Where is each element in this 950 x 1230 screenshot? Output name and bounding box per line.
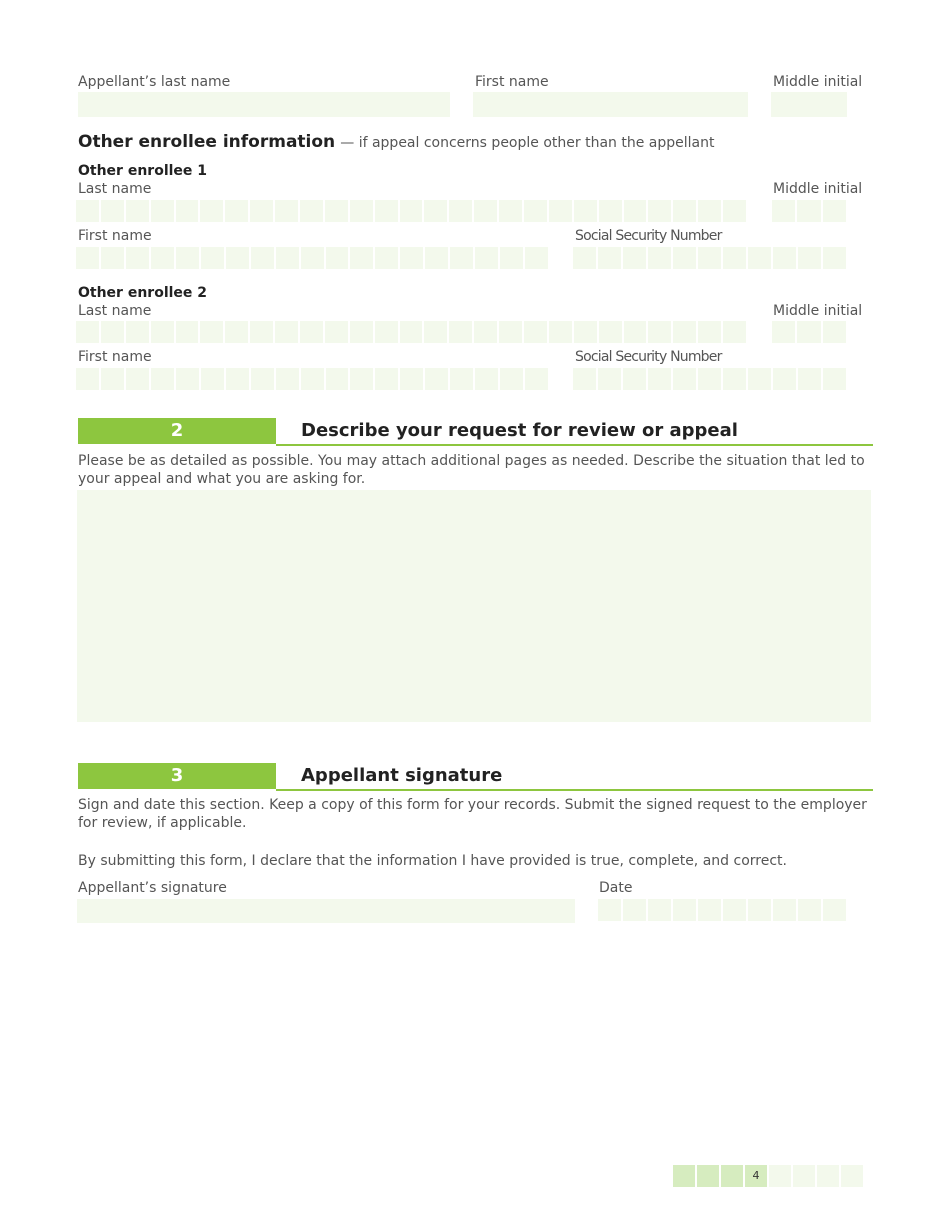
comb-cell[interactable] xyxy=(823,899,846,921)
comb-cell[interactable] xyxy=(525,247,548,269)
page-indicator-box xyxy=(721,1165,743,1187)
comb-cell[interactable] xyxy=(574,321,597,343)
comb-cell[interactable] xyxy=(773,368,796,390)
comb-cell[interactable] xyxy=(598,247,621,269)
appellant-last-name-label: Appellant’s last name xyxy=(78,74,231,90)
appeal-description-textarea[interactable] xyxy=(77,490,871,722)
comb-cell[interactable] xyxy=(500,247,523,269)
comb-cell[interactable] xyxy=(76,368,99,390)
comb-cell[interactable] xyxy=(449,321,472,343)
comb-cell[interactable] xyxy=(200,321,223,343)
section-2-title: Describe your request for review or appeal xyxy=(301,420,738,441)
comb-cell[interactable] xyxy=(425,247,448,269)
section-3-rule xyxy=(276,789,873,791)
comb-cell[interactable] xyxy=(449,200,472,222)
comb-cell[interactable] xyxy=(797,321,820,343)
page-indicator xyxy=(673,1165,863,1187)
comb-cell[interactable] xyxy=(475,247,498,269)
comb-cell[interactable] xyxy=(673,368,696,390)
page-indicator-box xyxy=(793,1165,815,1187)
comb-cell[interactable] xyxy=(375,368,398,390)
appellant-middle-initial-label: Middle initial xyxy=(773,74,863,90)
comb-cell[interactable] xyxy=(375,247,398,269)
comb-cell[interactable] xyxy=(126,247,149,269)
comb-cell[interactable] xyxy=(201,368,224,390)
comb-cell[interactable] xyxy=(624,200,647,222)
comb-cell[interactable] xyxy=(225,321,248,343)
comb-cell[interactable] xyxy=(226,368,249,390)
comb-cell[interactable] xyxy=(176,200,199,222)
comb-cell[interactable] xyxy=(350,247,373,269)
enrollee-1-last-name-label: Last name xyxy=(78,181,152,197)
enrollee-1-middle-initial-field[interactable] xyxy=(772,200,846,222)
comb-cell[interactable] xyxy=(76,321,99,343)
comb-cell[interactable] xyxy=(350,368,373,390)
comb-cell[interactable] xyxy=(772,200,795,222)
comb-cell[interactable] xyxy=(748,899,771,921)
comb-cell[interactable] xyxy=(200,200,223,222)
comb-cell[interactable] xyxy=(151,321,174,343)
comb-cell[interactable] xyxy=(648,899,671,921)
enrollee-1-last-name-field[interactable] xyxy=(76,200,746,222)
comb-cell[interactable] xyxy=(400,247,423,269)
comb-cell[interactable] xyxy=(176,247,199,269)
comb-cell[interactable] xyxy=(326,368,349,390)
comb-cell[interactable] xyxy=(598,368,621,390)
comb-cell[interactable] xyxy=(624,321,647,343)
comb-cell[interactable] xyxy=(151,247,174,269)
comb-cell[interactable] xyxy=(250,321,273,343)
enrollee-2-ssn-field[interactable] xyxy=(573,368,846,390)
comb-cell[interactable] xyxy=(648,247,671,269)
comb-cell[interactable] xyxy=(325,321,348,343)
comb-cell[interactable] xyxy=(425,368,448,390)
comb-cell[interactable] xyxy=(599,321,622,343)
comb-cell[interactable] xyxy=(275,321,298,343)
page-indicator-box xyxy=(841,1165,863,1187)
comb-cell[interactable] xyxy=(598,899,621,921)
comb-cell[interactable] xyxy=(424,321,447,343)
comb-cell[interactable] xyxy=(225,200,248,222)
date-label: Date xyxy=(599,880,633,896)
comb-cell[interactable] xyxy=(698,899,721,921)
comb-cell[interactable] xyxy=(723,368,746,390)
page-indicator-box xyxy=(817,1165,839,1187)
comb-cell[interactable] xyxy=(151,368,174,390)
comb-cell[interactable] xyxy=(573,368,596,390)
signature-label: Appellant’s signature xyxy=(78,880,227,896)
comb-cell[interactable] xyxy=(723,899,746,921)
other-enrollee-heading xyxy=(78,132,714,152)
enrollee-1-first-name-field[interactable] xyxy=(76,247,548,269)
comb-cell[interactable] xyxy=(573,247,596,269)
other-enrollee-1-title: Other enrollee 1 xyxy=(78,163,208,179)
comb-cell[interactable] xyxy=(798,368,821,390)
comb-cell[interactable] xyxy=(126,368,149,390)
comb-cell[interactable] xyxy=(698,321,721,343)
section-3-number: 3 xyxy=(78,763,276,789)
comb-cell[interactable] xyxy=(350,200,373,222)
comb-cell[interactable] xyxy=(375,200,398,222)
comb-cell[interactable] xyxy=(424,200,447,222)
page-indicator-box xyxy=(697,1165,719,1187)
comb-cell[interactable] xyxy=(326,247,349,269)
comb-cell[interactable] xyxy=(623,368,646,390)
comb-cell[interactable] xyxy=(648,368,671,390)
enrollee-2-ssn-label: Social Security Number xyxy=(575,349,722,365)
comb-cell[interactable] xyxy=(698,368,721,390)
comb-cell[interactable] xyxy=(475,368,498,390)
comb-cell[interactable] xyxy=(300,200,323,222)
comb-cell[interactable] xyxy=(76,200,99,222)
comb-cell[interactable] xyxy=(474,321,497,343)
comb-cell[interactable] xyxy=(549,321,572,343)
comb-cell[interactable] xyxy=(400,368,423,390)
comb-cell[interactable] xyxy=(823,368,846,390)
comb-cell[interactable] xyxy=(101,247,124,269)
comb-cell[interactable] xyxy=(673,899,696,921)
comb-cell[interactable] xyxy=(101,321,124,343)
appellant-middle-initial-field[interactable] xyxy=(771,92,847,117)
date-field[interactable] xyxy=(598,899,846,921)
comb-cell[interactable] xyxy=(500,368,523,390)
comb-cell[interactable] xyxy=(673,321,696,343)
comb-cell[interactable] xyxy=(773,899,796,921)
enrollee-2-first-name-field[interactable] xyxy=(76,368,548,390)
comb-cell[interactable] xyxy=(698,247,721,269)
comb-cell[interactable] xyxy=(773,247,796,269)
comb-cell[interactable] xyxy=(673,200,696,222)
comb-cell[interactable] xyxy=(723,247,746,269)
comb-cell[interactable] xyxy=(301,247,324,269)
comb-cell[interactable] xyxy=(400,321,423,343)
section-3-declaration: By submitting this form, I declare that the information I have provided is true, complete, and correct. xyxy=(78,853,787,869)
enrollee-1-ssn-field[interactable] xyxy=(573,247,846,269)
enrollee-1-ssn-label: Social Security Number xyxy=(575,228,722,244)
comb-cell[interactable] xyxy=(748,368,771,390)
comb-cell[interactable] xyxy=(126,200,149,222)
comb-cell[interactable] xyxy=(823,321,846,343)
comb-cell[interactable] xyxy=(251,247,274,269)
comb-cell[interactable] xyxy=(176,368,199,390)
comb-cell[interactable] xyxy=(525,368,548,390)
comb-cell[interactable] xyxy=(698,200,721,222)
comb-cell[interactable] xyxy=(275,200,298,222)
comb-cell[interactable] xyxy=(350,321,373,343)
comb-cell[interactable] xyxy=(723,321,746,343)
other-enrollee-heading-text: Other enrollee information xyxy=(78,132,336,152)
comb-cell[interactable] xyxy=(798,899,821,921)
comb-cell[interactable] xyxy=(574,200,597,222)
appellant-first-name-label: First name xyxy=(475,74,549,90)
comb-cell[interactable] xyxy=(276,368,299,390)
comb-cell[interactable] xyxy=(648,321,671,343)
enrollee-2-first-name-label: First name xyxy=(78,349,152,365)
comb-cell[interactable] xyxy=(823,247,846,269)
comb-cell[interactable] xyxy=(151,200,174,222)
section-2-rule xyxy=(276,444,873,446)
enrollee-2-middle-initial-field[interactable] xyxy=(772,321,846,343)
comb-cell[interactable] xyxy=(450,368,473,390)
appellant-last-name-field[interactable] xyxy=(78,92,450,117)
comb-cell[interactable] xyxy=(300,321,323,343)
comb-cell[interactable] xyxy=(226,247,249,269)
comb-cell[interactable] xyxy=(251,368,274,390)
comb-cell[interactable] xyxy=(76,247,99,269)
page-number: 4 xyxy=(745,1165,767,1187)
appellant-first-name-field[interactable] xyxy=(473,92,748,117)
comb-cell[interactable] xyxy=(474,200,497,222)
comb-cell[interactable] xyxy=(524,200,547,222)
enrollee-2-last-name-field[interactable] xyxy=(76,321,746,343)
comb-cell[interactable] xyxy=(623,899,646,921)
comb-cell[interactable] xyxy=(325,200,348,222)
comb-cell[interactable] xyxy=(798,247,821,269)
section-2-instructions: Please be as detailed as possible. You may attach additional pages as needed. Describe the situation that led to your appeal and what you are asking for. xyxy=(78,453,865,487)
comb-cell[interactable] xyxy=(623,247,646,269)
comb-cell[interactable] xyxy=(126,321,149,343)
comb-cell[interactable] xyxy=(101,200,124,222)
page-indicator-box xyxy=(673,1165,695,1187)
comb-cell[interactable] xyxy=(276,247,299,269)
comb-cell[interactable] xyxy=(201,247,224,269)
comb-cell[interactable] xyxy=(375,321,398,343)
comb-cell[interactable] xyxy=(648,200,671,222)
other-enrollee-heading-note: — if appeal concerns people other than the appellant xyxy=(340,135,715,151)
page-indicator-box xyxy=(769,1165,791,1187)
signature-field[interactable] xyxy=(77,899,575,923)
other-enrollee-2-title: Other enrollee 2 xyxy=(78,285,208,301)
comb-cell[interactable] xyxy=(301,368,324,390)
comb-cell[interactable] xyxy=(499,321,522,343)
section-3-instructions: Sign and date this section. Keep a copy of this form for your records. Submit the signed request to the employer for review, if applicable. xyxy=(78,797,867,831)
comb-cell[interactable] xyxy=(549,200,572,222)
section-2-number: 2 xyxy=(78,418,276,444)
comb-cell[interactable] xyxy=(450,247,473,269)
comb-cell[interactable] xyxy=(797,200,820,222)
enrollee-1-middle-initial-label: Middle initial xyxy=(773,181,863,197)
comb-cell[interactable] xyxy=(748,247,771,269)
comb-cell[interactable] xyxy=(524,321,547,343)
comb-cell[interactable] xyxy=(823,200,846,222)
comb-cell[interactable] xyxy=(772,321,795,343)
comb-cell[interactable] xyxy=(499,200,522,222)
comb-cell[interactable] xyxy=(599,200,622,222)
comb-cell[interactable] xyxy=(400,200,423,222)
comb-cell[interactable] xyxy=(176,321,199,343)
comb-cell[interactable] xyxy=(250,200,273,222)
enrollee-1-first-name-label: First name xyxy=(78,228,152,244)
comb-cell[interactable] xyxy=(101,368,124,390)
comb-cell[interactable] xyxy=(673,247,696,269)
enrollee-2-middle-initial-label: Middle initial xyxy=(773,303,863,319)
comb-cell[interactable] xyxy=(723,200,746,222)
enrollee-2-last-name-label: Last name xyxy=(78,303,152,319)
section-3-title: Appellant signature xyxy=(301,765,503,786)
